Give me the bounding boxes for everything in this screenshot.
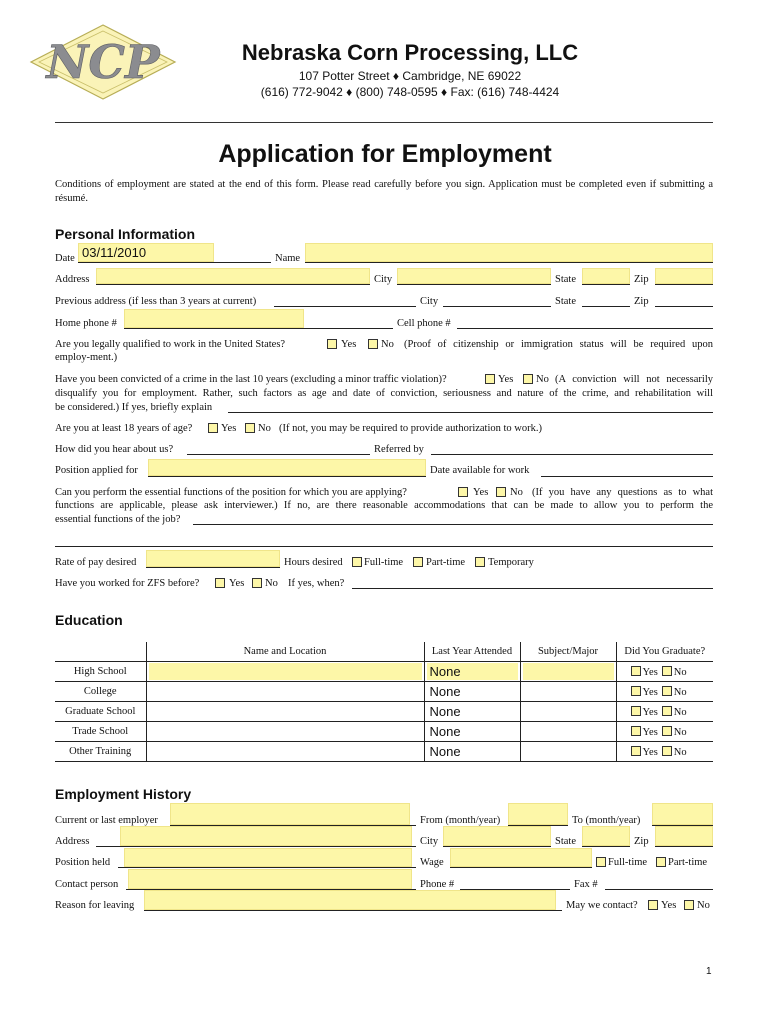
date-available-label: Date available for work — [430, 465, 530, 476]
grad-no-checkbox[interactable] — [662, 686, 672, 696]
zfs-no-checkbox[interactable] — [252, 578, 262, 588]
emp-fulltime-checkbox[interactable] — [596, 857, 606, 867]
referred-label: Referred by — [374, 444, 424, 455]
contact-no-label: No — [697, 900, 710, 911]
date-underline — [78, 262, 271, 263]
crime-note-cont: disqualify you for employment. Rather, such factors as age and date of conviction, seriousness and nature of the crime, and rehabilitation will — [55, 388, 713, 399]
age-no-checkbox[interactable] — [245, 423, 255, 433]
edu-last-year-field[interactable]: None — [429, 744, 461, 759]
essential-underline-1[interactable] — [193, 524, 713, 525]
personal-info-heading: Personal Information — [55, 226, 196, 242]
city-field[interactable] — [397, 268, 551, 284]
essential-no-checkbox[interactable] — [496, 487, 506, 497]
emp-position-field[interactable] — [124, 848, 412, 867]
emp-city-field[interactable] — [443, 826, 551, 846]
emp-city-label: City — [420, 836, 439, 847]
reason-label: Reason for leaving — [55, 900, 135, 911]
state-label: State — [555, 274, 576, 285]
essential-yes-label: Yes — [473, 487, 489, 498]
essential-note-cont2: essential functions of the job? — [55, 514, 181, 525]
name-label: Name — [275, 253, 301, 264]
legal-no-label: No — [381, 339, 394, 350]
row-label: College — [55, 682, 146, 702]
hear-underline[interactable] — [187, 454, 370, 455]
table-row — [55, 682, 713, 702]
essential-question: Can you perform the essential functions of the position for which you are applying? — [55, 487, 407, 498]
wage-field[interactable] — [450, 848, 592, 867]
age-yes-checkbox[interactable] — [208, 423, 218, 433]
grad-yes-label: Yes — [642, 686, 658, 698]
employer-label: Current or last employer — [55, 815, 158, 826]
table-row — [55, 742, 713, 762]
essential-yes-checkbox[interactable] — [458, 487, 468, 497]
row-label: Other Training — [55, 742, 146, 762]
grad-yes-checkbox[interactable] — [631, 666, 641, 676]
row-label: High School — [55, 662, 146, 682]
address-label: Address — [55, 274, 90, 285]
emp-parttime-checkbox[interactable] — [656, 857, 666, 867]
grad-yes-label: Yes — [642, 706, 658, 718]
page-number: 1 — [706, 966, 712, 977]
contact-yes-label: Yes — [661, 900, 677, 911]
edu-last-year-field[interactable]: None — [429, 724, 461, 739]
grad-no-checkbox[interactable] — [662, 726, 672, 736]
name-underline — [305, 262, 713, 263]
contact-no-checkbox[interactable] — [684, 900, 694, 910]
crime-question: Have you been convicted of a crime in the last 10 years (excluding a minor traffic violation)? — [55, 374, 447, 385]
grad-no-label: No — [673, 686, 687, 698]
cell-phone-underline[interactable] — [457, 328, 713, 329]
contact-yes-checkbox[interactable] — [648, 900, 658, 910]
grad-yes-label: Yes — [642, 666, 658, 678]
emp-parttime-label: Part-time — [668, 857, 708, 868]
grad-yes-label: Yes — [642, 746, 658, 758]
header-rule — [55, 122, 713, 123]
zfs-no-label: No — [265, 578, 278, 589]
grad-no-checkbox[interactable] — [662, 666, 672, 676]
crime-explain-underline[interactable] — [228, 412, 713, 413]
fax-underline[interactable] — [605, 889, 713, 890]
legal-note: (Proof of citizenship or immigration status will be required upon — [404, 339, 713, 350]
date-label: Date — [55, 253, 75, 264]
contact-label: Contact person — [55, 879, 119, 890]
fulltime-label: Full-time — [364, 557, 404, 568]
emp-address-label: Address — [55, 836, 90, 847]
position-underline — [148, 476, 426, 477]
position-field[interactable] — [148, 459, 426, 476]
address-field[interactable] — [96, 268, 370, 284]
referred-underline[interactable] — [431, 454, 713, 455]
reason-field[interactable] — [144, 890, 556, 910]
to-field[interactable] — [652, 803, 713, 825]
prev-address-label: Previous address (if less than 3 years at current) — [55, 296, 257, 307]
zfs-question: Have you worked for ZFS before? — [55, 578, 200, 589]
legal-yes-label: Yes — [341, 339, 357, 350]
emp-state-underline — [582, 846, 630, 847]
ncp-logo — [28, 22, 178, 102]
home-phone-underline — [124, 328, 393, 329]
grad-yes-label: Yes — [642, 726, 658, 738]
grad-yes-checkbox[interactable] — [631, 726, 641, 736]
address-underline — [96, 284, 370, 285]
form-title: Application for Employment — [218, 140, 552, 168]
legal-yes-checkbox[interactable] — [327, 339, 337, 349]
edu-last-year-field[interactable]: None — [427, 663, 518, 680]
zip-label: Zip — [634, 274, 649, 285]
emp-fulltime-label: Full-time — [608, 857, 648, 868]
prev-address-underline[interactable] — [274, 306, 416, 307]
emp-address-underline — [96, 846, 416, 847]
company-phones: (616) 772-9042 ♦ (800) 748-0595 ♦ Fax: (616) 748-4424 — [260, 85, 560, 99]
table-row — [55, 662, 713, 682]
zfs-when-underline[interactable] — [352, 588, 713, 589]
education-header-row — [55, 642, 713, 662]
crime-yes-checkbox[interactable] — [485, 374, 495, 384]
zfs-yes-label: Yes — [229, 578, 245, 589]
home-phone-field[interactable] — [124, 309, 304, 328]
table-row — [55, 702, 713, 722]
age-note: (If not, you may be required to provide authorization to work.) — [279, 423, 543, 434]
hear-label: How did you hear about us? — [55, 444, 174, 455]
edu-name-field[interactable] — [149, 663, 422, 680]
emp-zip-label: Zip — [634, 836, 649, 847]
date-value: 03/11/2010 — [82, 245, 147, 260]
crime-note: (A conviction will not necessarily — [555, 374, 713, 385]
from-field[interactable] — [508, 803, 568, 825]
state-field[interactable] — [582, 268, 630, 284]
emp-position-underline — [118, 867, 416, 868]
essential-note: (If you have any questions as to what — [532, 487, 713, 498]
grad-yes-checkbox[interactable] — [631, 686, 641, 696]
crime-explain-label: be considered.) If yes, briefly explain — [55, 402, 213, 413]
temporary-checkbox[interactable] — [475, 557, 485, 567]
emp-position-label: Position held — [55, 857, 111, 868]
cell-phone-label: Cell phone # — [397, 318, 451, 329]
legal-question: Are you legally qualified to work in the United States? — [55, 339, 286, 350]
date-available-underline[interactable] — [541, 476, 713, 477]
edu-last-year-field[interactable]: None — [429, 684, 461, 699]
employment-heading: Employment History — [55, 786, 192, 802]
grad-no-checkbox[interactable] — [662, 746, 672, 756]
wage-label: Wage — [420, 857, 444, 868]
col-subject-major: Subject/Major — [520, 642, 616, 662]
crime-no-checkbox[interactable] — [523, 374, 533, 384]
rate-underline — [146, 567, 280, 568]
col-last-year: Last Year Attended — [424, 642, 520, 662]
wage-underline — [450, 867, 592, 868]
age-yes-label: Yes — [221, 423, 237, 434]
table-row — [55, 722, 713, 742]
edu-name-field[interactable] — [147, 683, 424, 700]
rate-label: Rate of pay desired — [55, 557, 137, 568]
grad-yes-checkbox[interactable] — [631, 706, 641, 716]
name-field[interactable] — [305, 243, 713, 262]
emp-state-label: State — [555, 836, 576, 847]
legal-no-checkbox[interactable] — [368, 339, 378, 349]
row-label: Trade School — [55, 722, 146, 742]
zfs-yes-checkbox[interactable] — [215, 578, 225, 588]
essential-no-label: No — [510, 487, 523, 498]
emp-address-field[interactable] — [120, 826, 412, 846]
col-graduate: Did You Graduate? — [616, 642, 713, 662]
company-address: 107 Potter Street ♦ Cambridge, NE 69022 — [298, 69, 522, 83]
contact-field[interactable] — [128, 869, 412, 889]
grad-no-label: No — [673, 726, 687, 738]
grad-no-label: No — [673, 666, 687, 678]
may-contact-label: May we contact? — [566, 900, 638, 911]
grad-no-label: No — [673, 706, 687, 718]
home-phone-label: Home phone # — [55, 318, 117, 329]
crime-yes-label: Yes — [498, 374, 514, 385]
svg-text:NCP: NCP — [46, 35, 160, 89]
zip-field[interactable] — [655, 268, 713, 284]
rate-field[interactable] — [146, 550, 280, 567]
prev-state-underline[interactable] — [582, 306, 630, 307]
age-no-label: No — [258, 423, 271, 434]
to-label: To (month/year) — [572, 815, 641, 826]
education-heading: Education — [55, 612, 123, 628]
emp-zip-underline — [655, 846, 713, 847]
emp-zip-field[interactable] — [655, 826, 713, 846]
state-underline — [582, 284, 630, 285]
age-question: Are you at least 18 years of age? — [55, 423, 193, 434]
fulltime-checkbox[interactable] — [352, 557, 362, 567]
parttime-checkbox[interactable] — [413, 557, 423, 567]
prev-zip-label: Zip — [634, 296, 649, 307]
education-table — [55, 642, 713, 762]
prev-state-label: State — [555, 296, 576, 307]
crime-no-label: No — [536, 374, 549, 385]
legal-note-cont: employ-ment.) — [55, 352, 118, 363]
prev-city-label: City — [420, 296, 439, 307]
company-name: Nebraska Corn Processing, LLC — [241, 40, 579, 65]
from-label: From (month/year) — [420, 815, 501, 826]
grad-yes-checkbox[interactable] — [631, 746, 641, 756]
city-underline — [397, 284, 551, 285]
emp-city-underline — [443, 846, 551, 847]
emp-state-field[interactable] — [582, 826, 630, 846]
grad-no-label: No — [673, 746, 687, 758]
col-name-location: Name and Location — [146, 642, 424, 662]
intro-paragraph: Conditions of employment are stated at the end of this form. Please read carefully before you sign. Application must be completed even if submitting a résumé. — [55, 179, 713, 204]
position-label: Position applied for — [55, 465, 138, 476]
essential-underline-2[interactable] — [55, 546, 713, 547]
fax-label: Fax # — [574, 879, 598, 890]
prev-zip-underline[interactable] — [655, 306, 713, 307]
zfs-when-label: If yes, when? — [288, 578, 345, 589]
edu-subject-field[interactable] — [523, 663, 614, 680]
prev-city-underline[interactable] — [443, 306, 551, 307]
parttime-label: Part-time — [426, 557, 466, 568]
grad-no-checkbox[interactable] — [662, 706, 672, 716]
edu-last-year-field[interactable]: None — [429, 704, 461, 719]
zip-underline — [655, 284, 713, 285]
reason-underline — [144, 910, 562, 911]
phone-label: Phone # — [420, 879, 455, 890]
city-label: City — [374, 274, 393, 285]
temporary-label: Temporary — [488, 557, 534, 568]
employer-field[interactable] — [170, 803, 410, 825]
essential-note-cont: functions are applicable, please ask interviewer.) If no, are there reasonable accommodations that can be made to allow you to perform the — [55, 500, 713, 511]
row-label: Graduate School — [55, 702, 146, 722]
hours-label: Hours desired — [284, 557, 343, 568]
